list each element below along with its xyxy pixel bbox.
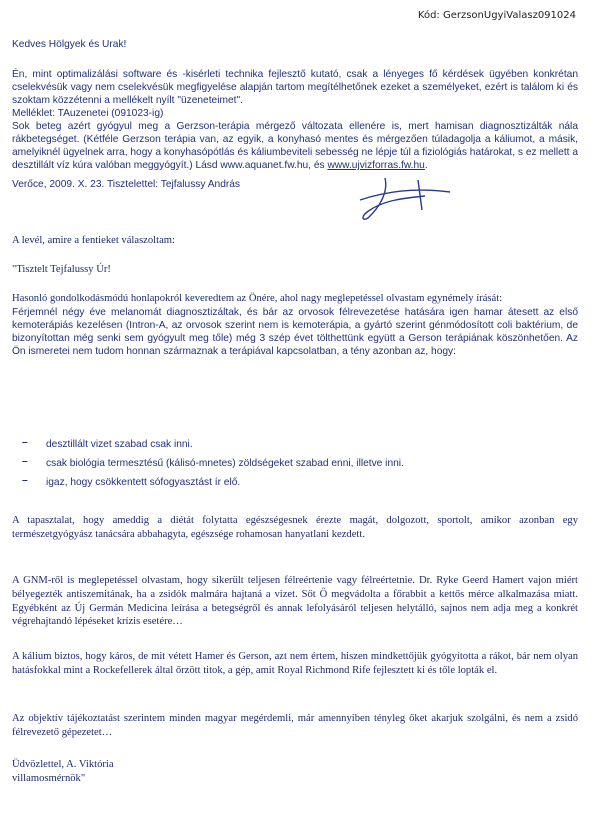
link-suffix: . <box>424 160 428 171</box>
letter-body-4 <box>12 650 578 678</box>
letter-body-3 <box>12 574 578 629</box>
handwritten-signature <box>330 170 470 225</box>
closing-line: Üdvözlettel, A. Viktória <box>12 759 114 770</box>
letter-lead-text: A levél, amire a fentieket válaszoltam: <box>12 235 175 246</box>
letter-closing <box>12 758 578 786</box>
website-link[interactable]: www.ujvizforras.fw.hu <box>327 160 425 171</box>
document-code: Kód: GerzsonUgyiValasz091024 <box>417 10 576 21</box>
letter-paragraph-2: Férjemnél négy éve melanomát diagnosztizáltak, és bár az orvosok félrevezetése hatására igen hamar átesett az első kemoterápiás kezelésen (Intron-A, az orvosok szerint nem is kemoterápia, a gyártó szerint génmódosított coli baktérium, de bizonyítottan még senki sem gyógyult meg tőle) még 3 szép évet tölthettünk együtt a Gerson terápiának köszönhetően. Az Ön ismeretei nem tudom honnan származnak a terápiával kapcsolatban, a tény azonban az, hogy: <box>12 306 578 357</box>
letter-paragraph-5: A kálium biztos, hogy káros, de mit vétett Hamer és Gerson, azt nem értem, hiszen mindkettőjük gyógyította a rákot, bár nem olyan hatásfokkal mint a Rockefellerek által őrzött titok, a gép, amit Royal Richmond Rife fejlesztett ki és tőle lopták el. <box>12 651 578 676</box>
bullet-item: – csak biológia termesztésű (kálisó-mnetes) zöldségeket szabad enni, illetve inni. <box>12 457 578 470</box>
closing-title: villamosmérnök" <box>12 772 86 784</box>
bullet-item: – desztillált vizet szabad csak inni. <box>12 438 578 451</box>
intro-block <box>12 68 578 191</box>
intro-paragraph-1: Én, mint optimalizálási software és -kisérleti technika fejlesztő kutató, csak a lényeges fő kérdések ügyében konkrétan cselekvésük vagy nem cselekvésük megfigyelése alapján tartom megítélhetőnek ezeket a személyeket, ezért is találom ki és szoktam közzétenni a mellékelt nyílt "üzeneteimet". <box>12 69 578 106</box>
letter-paragraph-4: A GNM-ről is meglepetéssel olvastam, hogy sikerült teljesen félreértenie vagy félreértetnie. Dr. Ryke Geerd Hamert vajon miért bélyegezték antiszemitának, ha a zsidók malmára hajtaná a vizet. Sőt Ő megvádolta a főrabbit a kettős mérce alkalmazása miatt. Egyébként az Új Germán Medicina leírása a betegségről és annak lefolyásáról teljesen helytálló, sajnos nem adja meg a konkrét végrehajtandó lépéseket krízis esetére… <box>12 575 578 628</box>
intro-signoff: Verőce, 2009. X. 23. Tisztelettel: Tejfalussy András <box>12 179 241 190</box>
letter-paragraph-3: A tapasztalat, hogy ameddig a diétát folytatta egészségesnek érezte magát, dolgozott, sportolt, amikor azonban egy természetgyógyász tanácsára abbahagyta, egészsége rohamosan hanyatlani kezdett. <box>12 515 578 540</box>
letter-greeting-text: "Tisztelt Tejfalussy Úr! <box>12 264 111 275</box>
letter-paragraph-6: Az objektív tájékoztatást szerintem minden magyar megérdemli, már amennyiben tényleg őket akarjuk szolgálni, és nem a zsidó félrevezető gépezetet… <box>12 713 578 738</box>
letter-body-5 <box>12 712 578 740</box>
letter-paragraph-1: Hasonló gondolkodásmódú honlapokról keveredtem az Önére, ahol nagy meglepetéssel olvastam egynémely írását: <box>12 293 503 304</box>
salutation <box>12 38 578 51</box>
salutation-text: Kedves Hölgyek és Urak! <box>12 39 127 50</box>
letter-body-1 <box>12 292 578 358</box>
bullet-item: – igaz, hogy csökkentett sófogyasztást ír elő. <box>12 476 578 489</box>
attachment-line: Melléklet: TAuzenetei (091023-ig) <box>12 108 164 119</box>
letter-greeting <box>12 263 578 277</box>
bullet-list <box>12 438 578 495</box>
intro-paragraph-2 <box>12 120 578 172</box>
intro-paragraph-2-text: Sok beteg azért gyógyul meg a Gerzson-terápia mérgező változata ellenére is, mert hamisan diagnosztizálták nála rákbetegséget. (Kétféle Gerzson terápia van, az egyik, a konyhasó mentes és mérgezően túladagolja a káliumot, a másik, amelyiknél ügyelnek arra, hogy a konyhasópótlás és káliumbeviteli sebesség ne lépje túl a fiziológiás határokat, s ez mellett a desztillált víz kúra valóban meggyógyít.) Lásd www.aquanet.fw.hu, és <box>12 121 578 171</box>
letter-body-2 <box>12 514 578 542</box>
letter-lead <box>12 234 578 248</box>
